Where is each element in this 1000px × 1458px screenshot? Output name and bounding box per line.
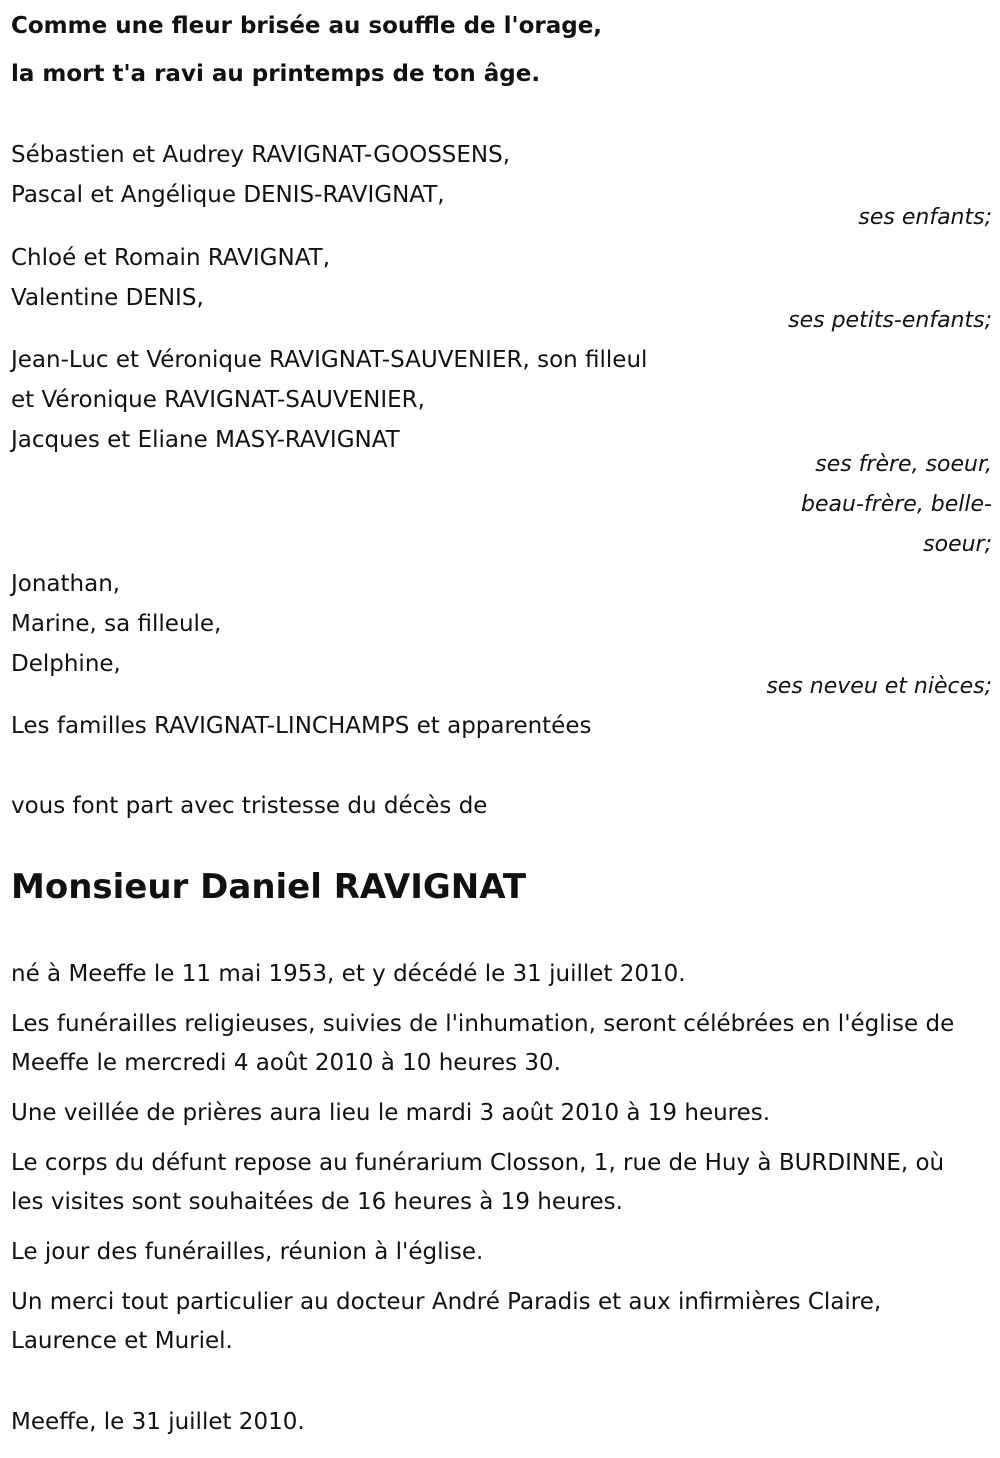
siblings-relation [801,445,992,565]
detail-paragraph: né à Meeffe le 11 mai 1953, et y décédé le 31 juillet 2010. [11,961,686,987]
family-name-line: Jean-Luc et Véronique RAVIGNAT-SAUVENIER, son filleul [11,347,648,373]
relation-label: beau-frère, belle- [801,492,992,517]
family-name-line: Jacques et Eliane MASY-RAVIGNAT [11,427,400,453]
detail-paragraph: Le jour des funérailles, réunion à l'église. [11,1239,484,1265]
family-name-line: Valentine DENIS, [11,285,204,311]
family-name-line: Sébastien et Audrey RAVIGNAT-GOOSSENS, [11,142,511,168]
family-name-line: Delphine, [11,651,121,677]
siblings-group [11,340,647,460]
epigraph-line: la mort t'a ravi au printemps de ton âge. [11,61,541,87]
family-name-line: Jonathan, [11,571,121,597]
relation-label: ses enfants; [858,205,992,230]
detail-paragraph: Une veillée de prières aura lieu le mardi 3 août 2010 à 19 heures. [11,1100,771,1126]
closing-date: Meeffe, le 31 juillet 2010. [11,1409,305,1435]
family-name-line: Marine, sa filleule, [11,611,222,637]
relation-label: ses petits-enfants; [788,308,992,333]
nephews-group [11,564,221,684]
family-name-line: Chloé et Romain RAVIGNAT, [11,245,331,271]
children-group [11,135,992,215]
relation-label: ses frère, soeur, [815,452,992,477]
families-line: Les familles RAVIGNAT-LINCHAMPS et apparentées [11,713,592,739]
deceased-name: Monsieur Daniel RAVIGNAT [11,867,527,907]
epigraph-line: Comme une fleur brisée au souffle de l'orage, [11,13,603,39]
detail-paragraph: Les funérailles religieuses, suivies de l'inhumation, seront célébrées en l'église de Meeffe le mercredi 4 août 2010 à 10 heures 30. [11,1011,955,1076]
detail-paragraph: Un merci tout particulier au docteur André Paradis et aux infirmières Claire, Laurence et Muriel. [11,1289,882,1354]
relation-label: soeur; [923,532,992,557]
family-name-line: Pascal et Angélique DENIS-RAVIGNAT, [11,182,445,208]
family-name-line: et Véronique RAVIGNAT-SAUVENIER, [11,387,425,413]
announcement-line: vous font part avec tristesse du décès de [11,793,488,819]
funeral-details [11,955,971,1361]
detail-paragraph: Le corps du défunt repose au funérarium Closson, 1, rue de Huy à BURDINNE, où les visites sont souhaitées de 16 heures à 19 heures. [11,1150,945,1215]
grandchildren-group [11,238,330,318]
relation-label: ses neveu et nièces; [766,674,992,699]
epigraph [11,2,602,98]
